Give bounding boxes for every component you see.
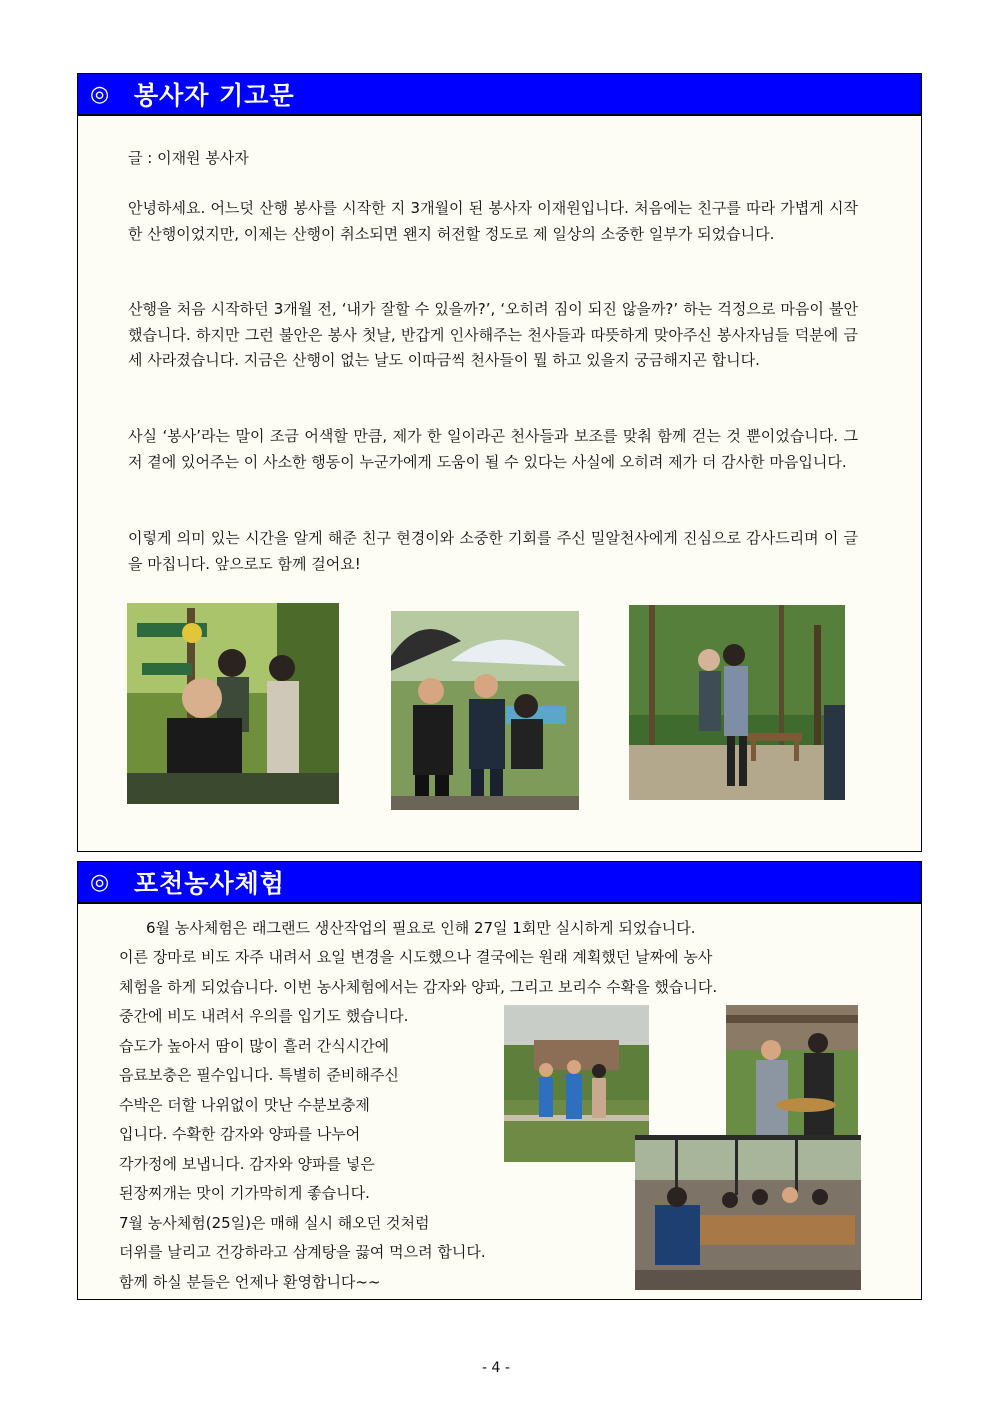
- article-paragraph-4: 이렇게 의미 있는 시간을 알게 해준 친구 현경이와 소중한 기회를 주신 밀알천사에게 진심으로 감사드리며 이 글을 마칩니다. 앞으로도 함께 걸어요!: [128, 529, 858, 573]
- article-paragraph-1: 안녕하세요. 어느덧 산행 봉사를 시작한 지 3개월이 된 봉사자 이재원입니다. 처음에는 친구를 따라 가볍게 시작한 산행이었지만, 이제는 산행이 취소되면 왠지 허전할 정도로 제 일상의 소중한 일부가 되었습니다.: [128, 199, 858, 243]
- farm-line: 각가정에 보냅니다. 감자와 양파를 넣은: [119, 1155, 375, 1173]
- farm-photo-2: [726, 1005, 858, 1137]
- farm-experience-panel: [77, 903, 922, 1300]
- bullet-icon: ◎: [90, 869, 110, 895]
- hiking-photo-2: [391, 611, 579, 810]
- farm-line: 함께 하실 분들은 언제나 환영합니다~~: [119, 1273, 381, 1291]
- farm-line: 더위를 날리고 건강하라고 삼계탕을 끓여 먹으려 합니다.: [119, 1243, 486, 1261]
- farm-line: 7월 농사체험(25일)은 매해 실시 해오던 것처럼: [119, 1214, 430, 1232]
- page-number: - 4 -: [482, 1360, 510, 1376]
- volunteer-article-panel: [77, 115, 922, 852]
- bullet-icon: ◎: [90, 81, 110, 107]
- farm-line: 중간에 비도 내려서 우의를 입기도 했습니다.: [119, 1007, 409, 1025]
- section-header-volunteer: [77, 73, 922, 115]
- section-title: 봉사자 기고문: [134, 81, 295, 110]
- article-author: 글 : 이재원 봉사자: [128, 149, 249, 167]
- farm-line: 습도가 높아서 땀이 많이 흘러 간식시간에: [119, 1037, 390, 1055]
- article-paragraph-2: 산행을 처음 시작하던 3개월 전, ‘내가 잘할 수 있을까?’, ‘오히려 짐이 되진 않을까?’ 하는 걱정으로 마음이 불안했습니다. 하지만 그런 불안은 봉사 첫날, 반갑게 인사해주는 천사들과 따뜻하게 맞아주신 봉사자님들 덕분에 금세 사라졌습니다. 지금은 산행이 없는 날도 이따금씩 천사들이 뭘 하고 있을지 궁금해지곤 합니다.: [128, 300, 858, 369]
- farm-photo-1: [504, 1005, 649, 1162]
- farm-line: 음료보충은 필수입니다. 특별히 준비해주신: [119, 1066, 399, 1084]
- section-title: 포천농사체험: [134, 869, 285, 898]
- farm-line: 입니다. 수확한 감자와 양파를 나누어: [119, 1125, 361, 1143]
- farm-line: 6월 농사체험은 래그랜드 생산작업의 필요로 인해 27일 1회만 실시하게 되었습니다.: [146, 919, 696, 937]
- article-paragraph-3: 사실 ‘봉사’라는 말이 조금 어색할 만큼, 제가 한 일이라곤 천사들과 보조를 맞춰 함께 걷는 것 뿐이었습니다. 그저 곁에 있어주는 이 사소한 행동이 누군가에게 도움이 될 수 있다는 사실에 오히려 제가 더 감사한 마음입니다.: [128, 427, 858, 471]
- hiking-photo-1: [127, 603, 339, 804]
- farm-line: 된장찌개는 맛이 기가막히게 좋습니다.: [119, 1184, 370, 1202]
- farm-line: 수박은 더할 나위없이 맛난 수분보충제: [119, 1096, 370, 1114]
- farm-line: 이른 장마로 비도 자주 내려서 요일 변경을 시도했으나 결국에는 원래 계획했던 날짜에 농사: [119, 948, 713, 966]
- farm-photo-3: [635, 1135, 861, 1290]
- section-header-farm: [77, 861, 922, 903]
- hiking-photo-3: [629, 605, 845, 800]
- farm-line: 체험을 하게 되었습니다. 이번 농사체험에서는 감자와 양파, 그리고 보리수 수확을 했습니다.: [119, 978, 718, 996]
